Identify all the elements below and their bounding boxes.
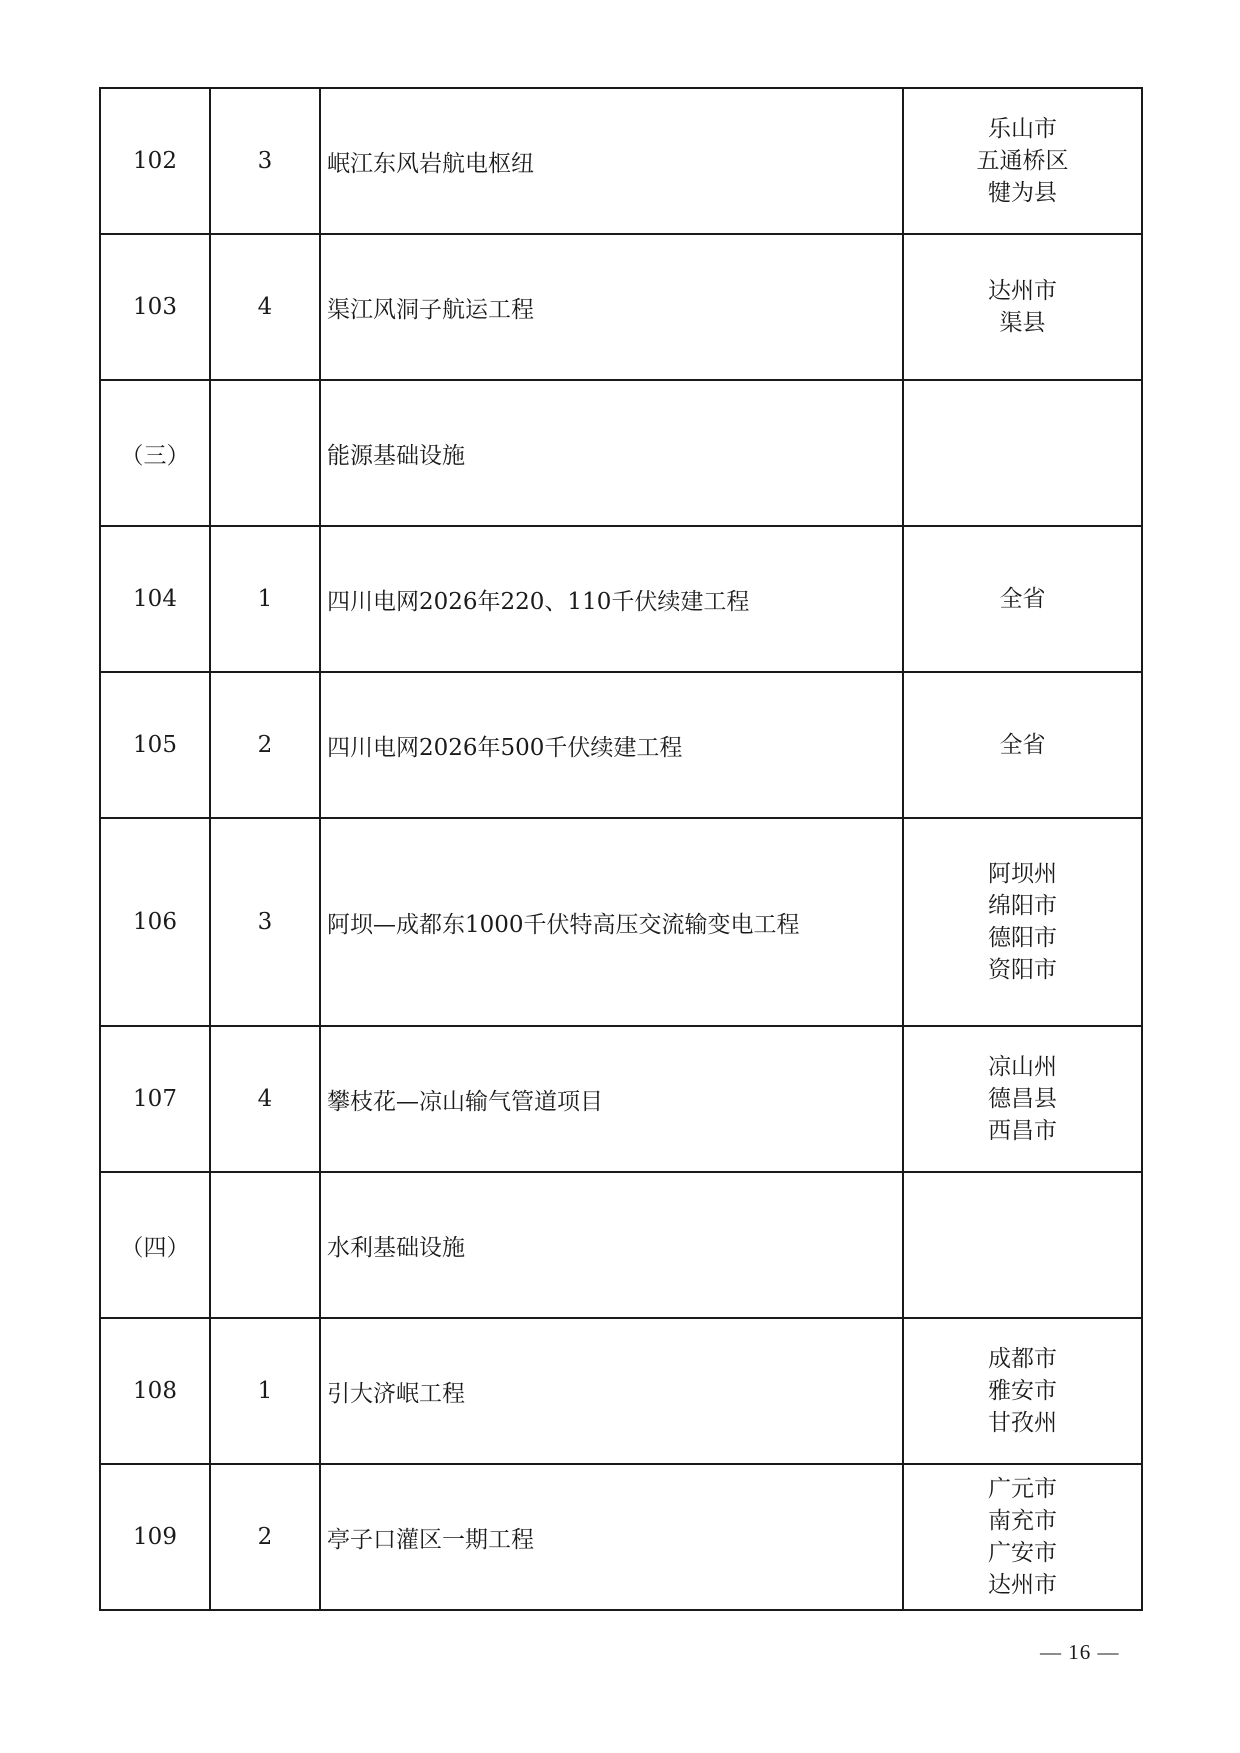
row-number: 108 — [100, 1318, 210, 1464]
region-item: 资阳市 — [988, 957, 1057, 983]
region-item: 南充市 — [988, 1508, 1057, 1534]
project-regions — [903, 818, 1142, 1026]
row-number: （四） — [100, 1172, 210, 1318]
row-number: （三） — [100, 380, 210, 526]
project-name: 能源基础设施 — [320, 380, 903, 526]
row-sequence: 3 — [210, 818, 320, 1026]
project-name: 阿坝—成都东1000千伏特高压交流输变电工程 — [320, 818, 903, 1026]
table-body — [100, 88, 1142, 1610]
table-row — [100, 234, 1142, 380]
region-item: 全省 — [999, 732, 1046, 758]
region-item: 渠县 — [999, 310, 1046, 336]
row-sequence — [210, 380, 320, 526]
row-number: 103 — [100, 234, 210, 380]
row-number: 102 — [100, 88, 210, 234]
row-sequence: 2 — [210, 672, 320, 818]
region-item: 广安市 — [988, 1540, 1057, 1566]
project-regions — [903, 380, 1142, 526]
row-number: 104 — [100, 526, 210, 672]
region-item: 德阳市 — [988, 925, 1057, 951]
project-regions — [903, 1464, 1142, 1610]
project-name: 亭子口灌区一期工程 — [320, 1464, 903, 1610]
table-row — [100, 526, 1142, 672]
row-sequence: 4 — [210, 234, 320, 380]
region-item: 甘孜州 — [988, 1410, 1057, 1436]
row-sequence — [210, 1172, 320, 1318]
table-row — [100, 818, 1142, 1026]
region-item: 广元市 — [988, 1476, 1057, 1502]
table-row — [100, 380, 1142, 526]
project-regions — [903, 672, 1142, 818]
table-row — [100, 88, 1142, 234]
region-item: 成都市 — [988, 1346, 1057, 1372]
row-sequence: 1 — [210, 526, 320, 672]
project-name: 岷江东风岩航电枢纽 — [320, 88, 903, 234]
region-item: 达州市 — [988, 1572, 1057, 1598]
region-item: 达州市 — [988, 278, 1057, 304]
project-regions — [903, 1026, 1142, 1172]
page-number: — 16 — — [1040, 1640, 1120, 1664]
project-name: 渠江风洞子航运工程 — [320, 234, 903, 380]
region-item: 西昌市 — [988, 1118, 1057, 1144]
region-item: 乐山市 — [988, 116, 1057, 142]
region-item: 阿坝州 — [988, 861, 1057, 887]
table-row — [100, 1026, 1142, 1172]
row-number: 109 — [100, 1464, 210, 1610]
project-name: 攀枝花—凉山输气管道项目 — [320, 1026, 903, 1172]
project-regions — [903, 234, 1142, 380]
region-item: 凉山州 — [988, 1054, 1057, 1080]
row-sequence: 4 — [210, 1026, 320, 1172]
project-table — [99, 87, 1143, 1611]
project-name: 引大济岷工程 — [320, 1318, 903, 1464]
row-sequence: 3 — [210, 88, 320, 234]
table-row — [100, 1318, 1142, 1464]
row-sequence: 2 — [210, 1464, 320, 1610]
row-number: 107 — [100, 1026, 210, 1172]
region-item: 犍为县 — [988, 180, 1057, 206]
table-row — [100, 1464, 1142, 1610]
region-item: 五通桥区 — [976, 148, 1069, 174]
region-item: 德昌县 — [988, 1086, 1057, 1112]
row-number: 106 — [100, 818, 210, 1026]
project-name: 水利基础设施 — [320, 1172, 903, 1318]
region-item: 雅安市 — [988, 1378, 1057, 1404]
region-item: 全省 — [999, 586, 1046, 612]
table-row — [100, 672, 1142, 818]
project-regions — [903, 526, 1142, 672]
project-regions — [903, 1172, 1142, 1318]
row-number: 105 — [100, 672, 210, 818]
project-regions — [903, 88, 1142, 234]
row-sequence: 1 — [210, 1318, 320, 1464]
table-row — [100, 1172, 1142, 1318]
project-name: 四川电网2026年500千伏续建工程 — [320, 672, 903, 818]
project-regions — [903, 1318, 1142, 1464]
region-item: 绵阳市 — [988, 893, 1057, 919]
project-name: 四川电网2026年220、110千伏续建工程 — [320, 526, 903, 672]
